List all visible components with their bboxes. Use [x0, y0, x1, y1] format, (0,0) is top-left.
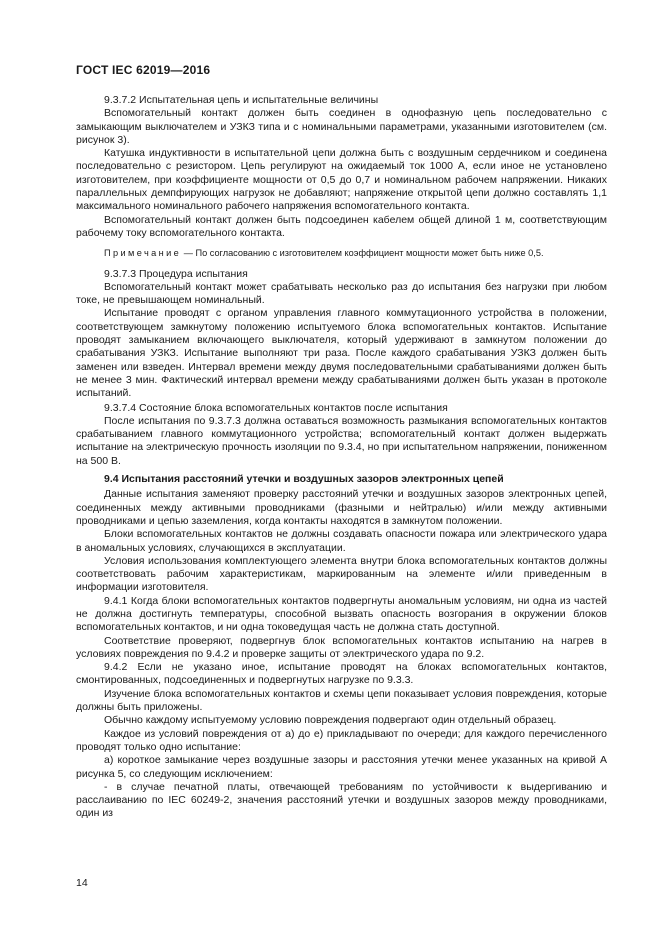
paragraph: 9.4.1 Когда блоки вспомогательных контактов подвергнуты аномальным условиям, ни одна из частей не должна достигнуть температуры, способной вызвать опасность возгорания в окружении блоков вспомогательных контактов, и ни одна токоведущая часть не должна стать доступной. — [76, 594, 607, 634]
paragraph: Испытание проводят с органом управления главного коммутационного устройства в положении, соответствующем замкнутому положению испытуемого блока вспомогательных контактов. Испытание проводят замыканием включающего выключателя, который удерживают в замкнутом положении до срабатывания УЗКЗ. Испытание выполняют три раза. После каждого срабатывания УЗКЗ должен быть заменен или взведен. Интервал времени между двумя последовательными срабатываниями должен быть не менее 3 мин. Фактический интервал времени между срабатываниями должен быть указан в протоколе испытаний. — [76, 307, 607, 400]
paragraph: Изучение блока вспомогательных контактов и схемы цепи показывает условия повреждения, которые должны быть приложены. — [76, 687, 607, 714]
subsection-heading: 9.3.7.4 Состояние блока вспомогательных контактов после испытания — [104, 401, 448, 414]
paragraph: После испытания по 9.3.7.3 должна оставаться возможность размыкания вспомогательных контактов срабатыванием главного коммутационного устройства; вспомогательный контакт должен выдержать испытание на электрическую прочность изоляции по 9.3.4, но при испытательном напряжении, пониженном на 500 В. — [76, 414, 607, 467]
paragraph: Данные испытания заменяют проверку расстояний утечки и воздушных зазоров электронных цепей, соединенных между активными проводниками (фазными и нейтралью) и/или между активными проводниками и цепью заземления, когда контакты находятся в замкнутом положении. — [76, 488, 607, 527]
paragraph: Вспомогательный контакт может срабатывать несколько раз до испытания без нагрузки при любом токе, не превышающем номинальный. — [76, 280, 607, 307]
note-label: Примечание — [104, 248, 182, 259]
document-body — [76, 93, 607, 821]
note: Примечание — По согласованию с изготовителем коэффициент мощности может быть ниже 0,5. — [104, 248, 544, 259]
note-text: По согласованию с изготовителем коэффициент мощности может быть ниже 0,5. — [195, 248, 544, 259]
paragraph: Блоки вспомогательных контактов не должны создавать опасности пожара или электрического удара в аномальных условиях, случающихся в эксплуатации. — [76, 528, 607, 554]
paragraph: Катушка индуктивности в испытательной цепи должна быть с воздушным сердечником и соединена последовательно с резистором. Цепь регулируют на ожидаемый ток 1000 А, если иное не установлено изготовителем, при коэффициенте мощности от 0,5 до 0,7 и номинальном рабочем напряжении. Никаких параллельных демпфирующих нагрузок не добавляют; напряжение открытой цепи должно составлять 1,1 максимального номинального рабочего напряжения вспомогательного контакта. — [76, 147, 607, 213]
paragraph: Условия использования комплектующего элемента внутри блока вспомогательных контактов должны соответствовать рабочим характеристикам, маркированным на элементе и/или приведенным в информации изготовителя. — [76, 554, 607, 594]
list-item: - в случае печатной платы, отвечающей требованиям по устойчивости к выдергиванию и расслаиванию по IEC 60249-2, значения расстояний утечки и воздушных зазоров между проводниками, один из — [76, 780, 607, 820]
paragraph: Вспомогательный контакт должен быть соединен в однофазную цепь последовательно с замыкающим выключателем и УЗКЗ типа и с номинальными параметрами, указанными изготовителем (см. рисунок 3). — [76, 107, 607, 146]
paragraph: Обычно каждому испытуемому условию повреждения подвергают один отдельный образец. — [104, 714, 557, 727]
document-header: ГОСТ IEC 62019—2016 — [76, 63, 211, 77]
subsection-heading: 9.3.7.3 Процедура испытания — [104, 267, 248, 280]
list-item: а) короткое замыкание через воздушные зазоры и расстояния утечки менее указанных на кривой А рисунка 5, со следующим исключением: — [76, 754, 607, 780]
paragraph: 9.4.2 Если не указано иное, испытание проводят на блоках вспомогательных контактов, смонтированных, подсоединенных и подвергнутых нагрузке по 9.3.3. — [76, 661, 607, 687]
section-heading: 9.4 Испытания расстояний утечки и воздушных зазоров электронных цепей — [104, 473, 504, 486]
paragraph: Каждое из условий повреждения от а) до е) прикладывают по очереди; для каждого перечисленного проводят только одно испытание: — [76, 727, 607, 753]
page-number: 14 — [76, 877, 88, 889]
paragraph: Вспомогательный контакт должен быть подсоединен кабелем общей длиной 1 м, соответствующим рабочему току вспомогательного контакта. — [76, 213, 607, 239]
subsection-heading: 9.3.7.2 Испытательная цепь и испытательные величины — [104, 94, 379, 106]
paragraph: Соответствие проверяют, подвергнув блок вспомогательных контактов испытанию на нагрев в условиях повреждения по 9.4.2 и проверке защиты от электрического удара по 9.2. — [76, 634, 607, 660]
